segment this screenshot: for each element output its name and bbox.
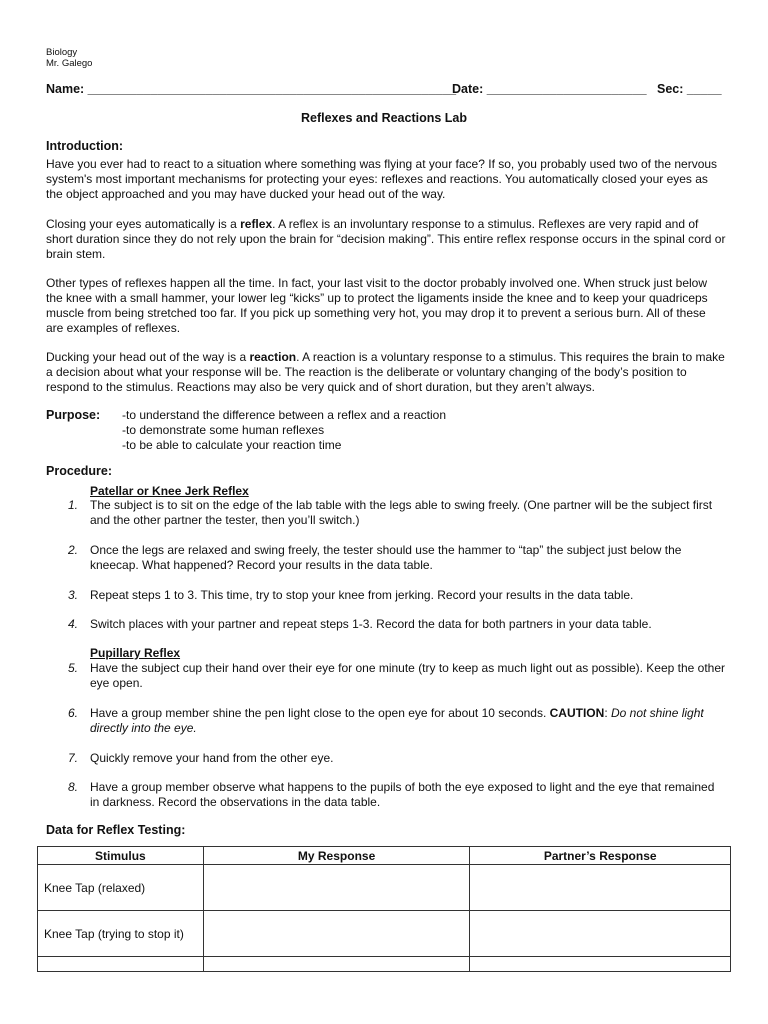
table-row <box>38 911 731 957</box>
introduction-heading: Introduction: <box>46 139 124 153</box>
stimulus-cell: Knee Tap (trying to stop it) <box>38 911 204 957</box>
table-header-row <box>38 847 731 865</box>
purpose-item: -to understand the difference between a reflex and a reaction <box>122 408 446 422</box>
column-header-partner-response: Partner’s Response <box>470 847 731 865</box>
reflex-data-table <box>37 846 731 972</box>
my-response-cell[interactable] <box>203 957 470 972</box>
reaction-term: reaction <box>249 350 297 364</box>
patellar-reflex-subheading: Patellar or Knee Jerk Reflex <box>90 484 249 498</box>
purpose-item: -to be able to calculate your reaction time <box>122 438 342 452</box>
pupillary-reflex-subheading: Pupillary Reflex <box>90 646 181 660</box>
teacher-label: Mr. Galego <box>46 58 93 69</box>
intro-paragraph-1: Have you ever had to react to a situation where something was flying at your face? If so, you probably used two of the nervous system's most important mechanisms for protecting your eyes: reflexes and reactions. You automatically closed your eyes as the object approached and you may have ducked your head out of the way. <box>46 157 718 201</box>
partner-response-cell[interactable] <box>470 865 731 911</box>
column-header-my-response: My Response <box>203 847 470 865</box>
my-response-cell[interactable] <box>203 911 470 957</box>
purpose-item: -to demonstrate some human reflexes <box>122 423 325 437</box>
procedure-heading: Procedure: <box>46 464 112 478</box>
stimulus-cell <box>38 957 204 972</box>
section-field[interactable]: Sec: _____ <box>657 82 722 96</box>
intro-paragraph-2: Closing your eyes automatically is a reflex. A reflex is an involuntary response to a stimulus. Reflexes are very rapid and of short duration since they do not rely upon the brain for “decision making”. This entire reflex response occurs in the spinal cord or brain stem. <box>46 217 726 261</box>
table-row <box>38 865 731 911</box>
stimulus-cell: Knee Tap (relaxed) <box>38 865 204 911</box>
data-table-heading: Data for Reflex Testing: <box>46 823 186 837</box>
course-label: Biology <box>46 47 78 58</box>
reflex-term: reflex <box>240 217 273 231</box>
worksheet-page: Biology Mr. Galego Name: _____________________________________________________ Date: _______________________ Sec: _____ Reflexes and Reactions Lab Introduction: Have you ever had to react to a situation where something was flying at your face? If so, you probably used two of the nervous system's most important mechanisms for protecting your eyes: reflexes and reactions. You automatically closed your eyes as the object approached and you may have ducked your head out of the way. Closing your eyes automatically is a reflex. A reflex is an involuntary response to a stimulus. Reflexes are very rapid and of short duration since they do not rely upon the brain for “decision making”. This entire reflex response occurs in the spinal cord or brain stem. Other types of reflexes happen all the time. In fact, your last visit to the doctor probably involved one. When struck just below the knee with a small hammer, your lower leg “kicks” up to protect the ligaments inside the knee and to keep your quadriceps muscle from being stretched too far. If you pick up something very hot, you may drop it to prevent a serious burn. All of these are examples of reflexes. Ducking your head out of the way is a reaction. A reaction is a voluntary response to a stimulus. This requires the brain to make a decision about what your response will be. The reaction is the deliberate or voluntary changing of the body’s position to respond to the stimulus. Reactions may also be very quick and of short duration, but they aren’t always. Purpose: -to understand the difference between a reflex and a reaction -to demonstrate some human reflexes -to be able to calculate your reaction time Procedure: Patellar or Knee Jerk Reflex 1. The subject is to sit on the edge of the lab table with the legs able to swing freely. (One partner will be the subject first and the other partner the tester, then you’ll switch.) 2. Once the legs are relaxed and swing freely, the tester should use the hammer to “tap” the subject just below the kneecap. What happened? Record your results in the data table. 3. Repeat steps 1 to 3. This time, try to stop your knee from jerking. Record your results in the data table. 4. Switch places with your partner and repeat steps 1-3. Record the data for both partners in your data table. Pupillary Reflex 5. Have the subject cup their hand over their eye for one minute (try to keep as much light out as possible). Keep the other eye open. 6. Have a group member shine the pen light close to the open eye for about 10 seconds. CAUTION: Do not shine light directly into the eye. 7. Quickly remove your hand from the other eye. 8. Have a group member observe what happens to the pupils of both the eye exposed to light and the eye that remained in darkness. Record the observations in the data table. Data for Reflex Testing: Stimulus My Response Partner’s Response Knee Tap (relaxed) Knee Tap (trying to stop it) <box>0 0 768 1024</box>
partner-response-cell[interactable] <box>470 957 731 972</box>
name-field[interactable]: Name: _____________________________________________________ <box>46 82 457 96</box>
my-response-cell[interactable] <box>203 865 470 911</box>
caution-text: Do not shine light directly into the eye. <box>90 706 704 735</box>
intro-paragraph-4: Ducking your head out of the way is a reaction. A reaction is a voluntary response to a stimulus. This requires the brain to make a decision about what your response will be. The reaction is the deliberate or voluntary changing of the body’s position to respond to the stimulus. Reactions may also be very quick and of short duration, but they aren’t always. <box>46 350 725 394</box>
column-header-stimulus: Stimulus <box>38 847 204 865</box>
purpose-label: Purpose: <box>46 408 101 422</box>
date-field[interactable]: Date: _______________________ <box>452 82 647 96</box>
caution-label: CAUTION <box>549 706 605 720</box>
partner-response-cell[interactable] <box>470 911 731 957</box>
intro-paragraph-3: Other types of reflexes happen all the time. In fact, your last visit to the doctor probably involved one. When struck just below the knee with a small hammer, your lower leg “kicks” up to protect the ligaments inside the knee and to keep your quadriceps muscle from being stretched too far. If you pick up something very hot, you may drop it to prevent a serious burn. All of these are examples of reflexes. <box>46 276 708 335</box>
page-title: Reflexes and Reactions Lab <box>300 111 468 125</box>
purpose-list <box>122 408 446 453</box>
table-row <box>38 957 731 972</box>
